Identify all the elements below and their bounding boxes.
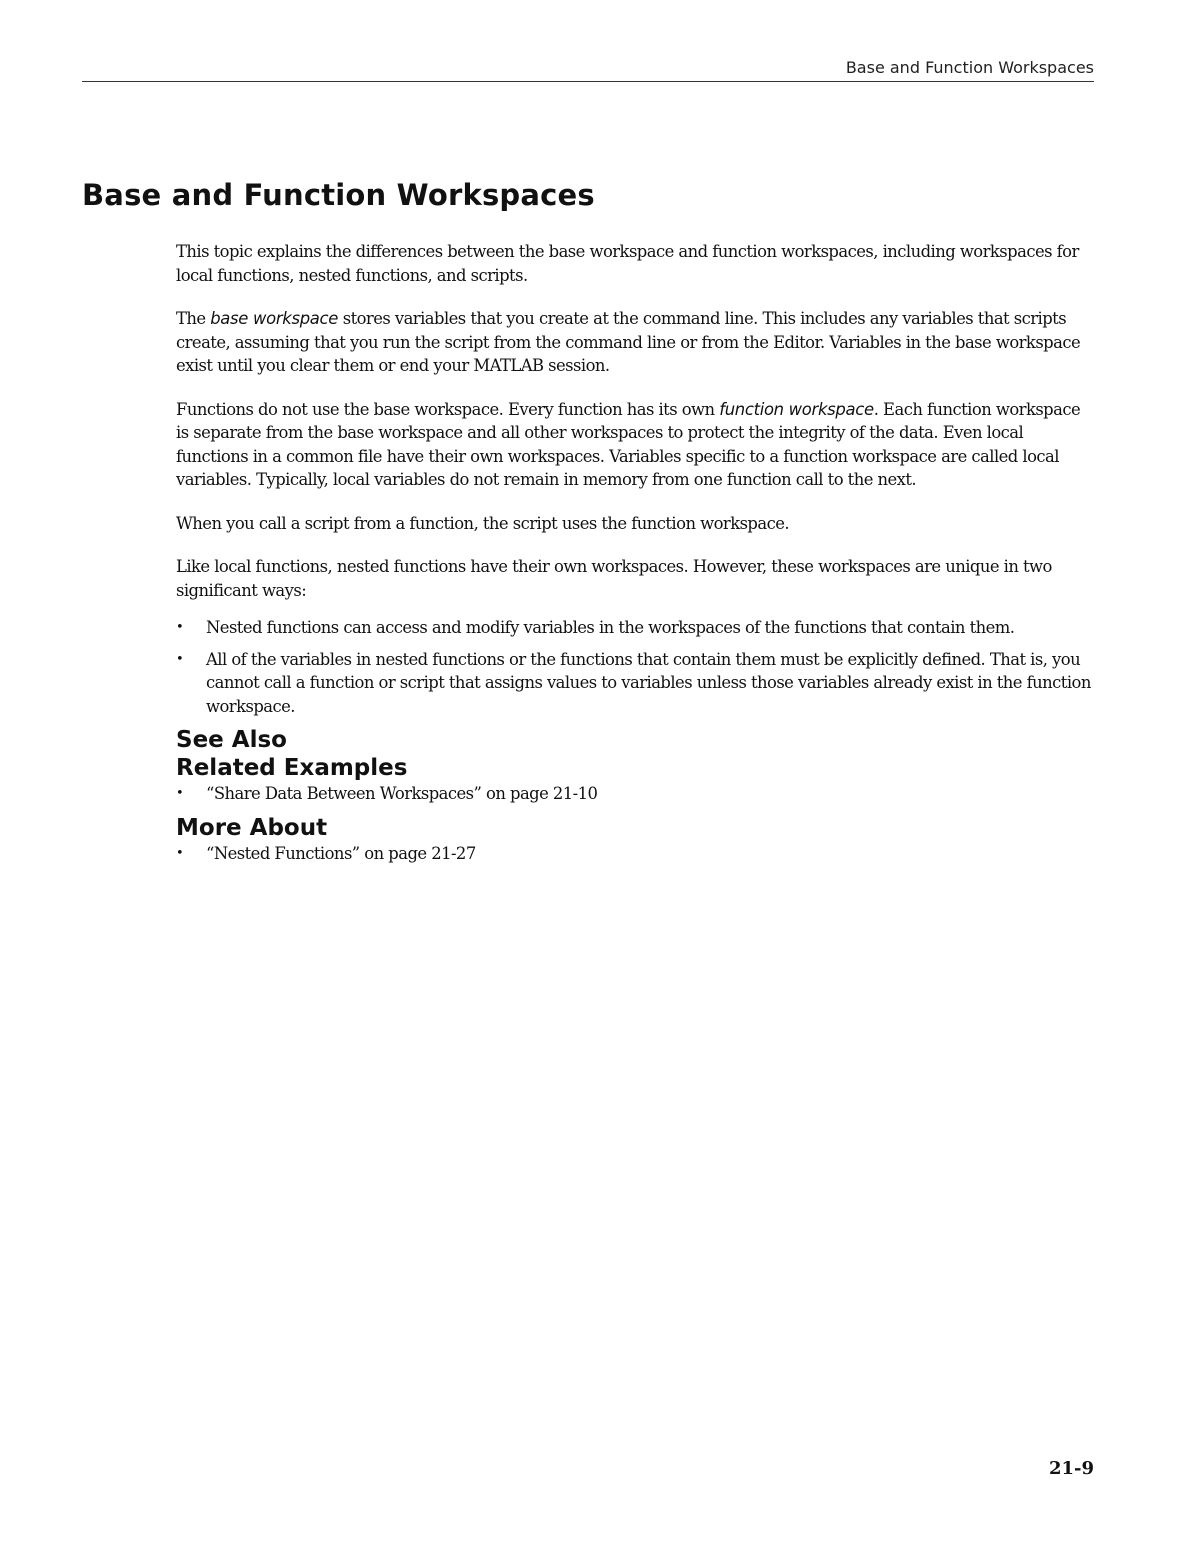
related-examples-heading: Related Examples	[176, 755, 408, 781]
share-data-link[interactable]: “Share Data Between Workspaces” on page 21-10	[206, 784, 598, 803]
paragraph-text: stores variables that you create at the command line. This includes any variables that scripts create, assuming that you run the script from the command line or from the Editor. Variables in the base workspace exist until you clear them or end your MATLAB session.	[176, 309, 1081, 375]
list-item[interactable]	[176, 842, 1096, 866]
see-also-heading: See Also	[176, 727, 287, 753]
bullet-icon: •	[176, 620, 184, 635]
function-workspace-term: function workspace	[719, 399, 874, 419]
base-workspace-term: base workspace	[210, 309, 339, 328]
list-item[interactable]	[176, 782, 1096, 806]
nested-bullet-list	[176, 616, 1096, 718]
nested-paragraph: Like local functions, nested functions have their own workspaces. However, these workspaces are unique in two significant ways:	[176, 557, 1052, 600]
running-header: Base and Function Workspaces	[845, 58, 1094, 77]
page-number: 21-9	[1048, 1458, 1094, 1479]
bullet-icon: •	[176, 786, 184, 801]
list-item	[176, 616, 1096, 640]
bullet-icon: •	[176, 845, 184, 861]
list-item-text: Nested functions can access and modify variables in the workspaces of the functions that contain them.	[206, 618, 1015, 637]
base-workspace-paragraph	[176, 307, 1096, 378]
paragraph-text: . Each function workspace is separate from the base workspace and all other workspaces to protect the integrity of the data. Even local functions in a common file have their own workspaces. Variables specific to a function workspace are called local variables. Typically, local variables do not remain in memory from one function call to the next.	[176, 399, 1081, 489]
nested-functions-link[interactable]: “Nested Functions” on page 21-27	[206, 843, 476, 863]
header-rule	[82, 81, 1094, 82]
more-about-heading: More About	[176, 814, 328, 841]
function-workspace-paragraph	[176, 398, 1096, 492]
script-paragraph: When you call a script from a function, the script uses the function workspace.	[176, 513, 790, 533]
paragraph-text: Functions do not use the base workspace. Every function has its own	[176, 399, 720, 419]
intro-paragraph: This topic explains the differences between the base workspace and function workspaces, including workspaces for local functions, nested functions, and scripts.	[176, 242, 1079, 285]
related-examples-list	[176, 782, 1096, 806]
bullet-icon: •	[176, 651, 184, 667]
more-about-list	[176, 842, 1096, 866]
page-title: Base and Function Workspaces	[82, 178, 595, 212]
main-content	[176, 240, 1096, 873]
list-item-text: All of the variables in nested functions or the functions that contain them must be explicitly defined. That is, you cannot call a function or script that assigns values to variables unless those variables already exist in the function workspace.	[206, 649, 1091, 716]
list-item	[176, 648, 1096, 719]
paragraph-text: The	[176, 309, 211, 328]
